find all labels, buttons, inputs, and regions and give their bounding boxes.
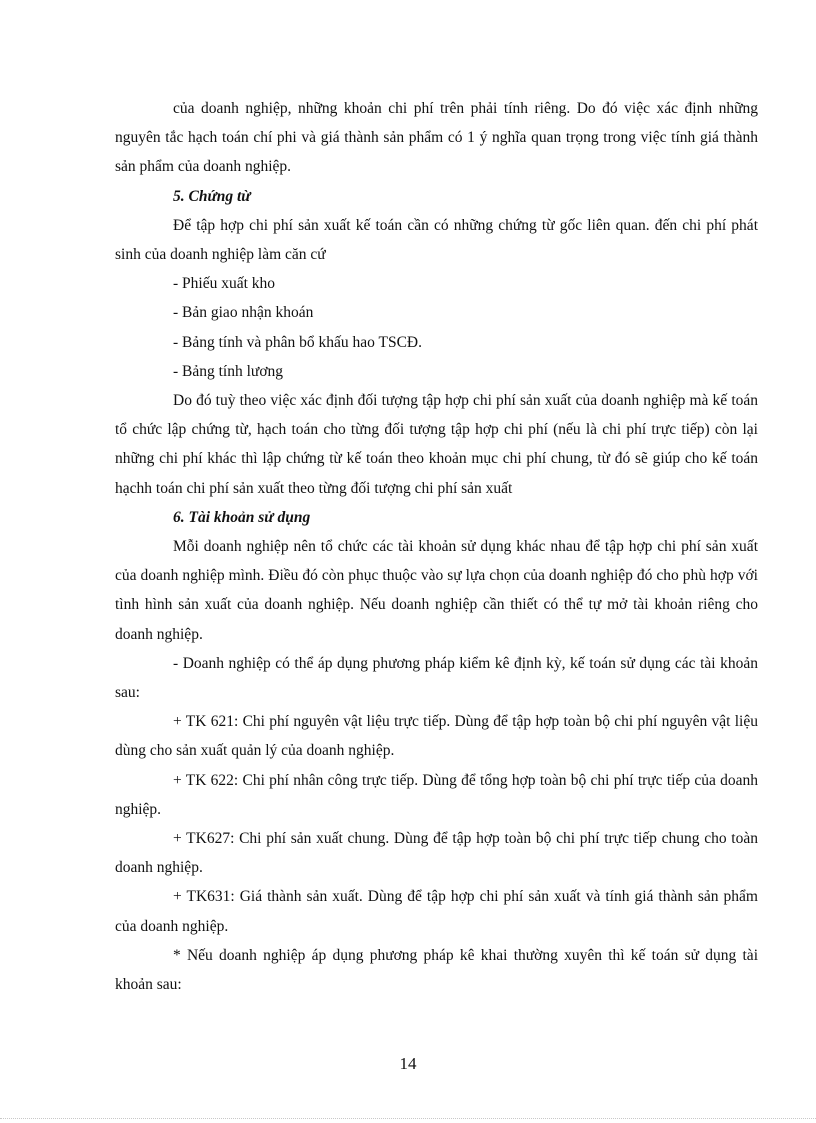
page-body [115,94,758,999]
list-item-ban-giao-nhan-khoan: - Bản giao nhận khoán [173,304,314,322]
list-item-tk-627: + TK627: Chi phí sản xuất chung. Dùng để tập hợp toàn bộ chi phí trực tiếp chung cho toàn doanh nghiệp. [115,830,758,877]
page-number: 14 [399,1054,417,1073]
paragraph-continuation: của doanh nghiệp, những khoản chi phí trên phải tính riêng. Do đó việc xác định những nguyên tắc hạch toán chí phi và giá thành sản phẩm có 1 ý nghĩa quan trọng trong việc tính giá thành sản phẩm của doanh nghiệp. [115,100,758,176]
section-heading-tai-khoan: 6. Tài khoản sử dụng [173,508,311,526]
page-bottom-divider [0,1118,816,1119]
paragraph-ke-khai-thuong-xuyen: * Nếu doanh nghiệp áp dụng phương pháp kê khai thường xuyên thì kế toán sử dụng tài khoản sau: [115,946,758,994]
list-item-bang-tinh-luong: - Bảng tính lương [173,362,284,380]
paragraph-tai-khoan-intro: Mỗi doanh nghiệp nên tổ chức các tài khoản sử dụng khác nhau để tập hợp chi phí sản xuất của doanh nghiệp mình. Điều đó còn phục thuộc vào sự lựa chọn của doanh nghiệp đó cho phù hợp với tình hình sản xuất của doanh nghiệp. Nếu doanh nghiệp cần thiết có thể tự mở tài khoản riêng cho doanh nghiệp. [115,538,758,643]
section-heading-chung-tu: 5. Chứng từ [173,187,251,205]
paragraph-kiem-ke-dinh-ky: - Doanh nghiệp có thể áp dụng phương pháp kiểm kê định kỳ, kế toán sử dụng các tài khoản sau: [115,654,758,702]
list-item-bang-tinh-khau-hao: - Bảng tính và phân bổ khấu hao TSCĐ. [173,333,422,351]
list-item-tk-631: + TK631: Giá thành sản xuất. Dùng để tập hợp chi phí sản xuất và tính giá thành sản phẩm của doanh nghiệp. [115,888,758,935]
paragraph-doi-tuong-tap-hop: Do đó tuỳ theo việc xác định đối tượng tập hợp chi phí sản xuất của doanh nghiệp mà kế toán tổ chức lập chứng từ, hạch toán cho từng đối tượng tập hợp chi phí (nếu là chi phí trực tiếp) còn lại những chi phí khác thì lập chứng từ kế toán theo khoản mục chi phí chung, từ đó sẽ giúp cho kế toán hạchh toán chi phí sản xuất theo từng đối tượng chi phí sản xuất [115,392,758,497]
list-item-tk-622: + TK 622: Chi phí nhân công trực tiếp. Dùng để tổng hợp toàn bộ chi phí trực tiếp của doanh nghiệp. [115,771,758,818]
list-item-tk-621: + TK 621: Chi phí nguyên vật liệu trực tiếp. Dùng để tập hợp toàn bộ chi phí nguyên vật liệu dùng cho sản xuất quản lý của doanh nghiệp. [115,713,758,760]
paragraph-chung-tu-intro: Để tập hợp chi phí sản xuất kế toán cần có những chứng từ gốc liên quan. đến chi phí phát sinh của doanh nghiệp làm căn cứ [115,216,758,264]
list-item-phieu-xuat-kho: - Phiếu xuất kho [173,275,276,293]
